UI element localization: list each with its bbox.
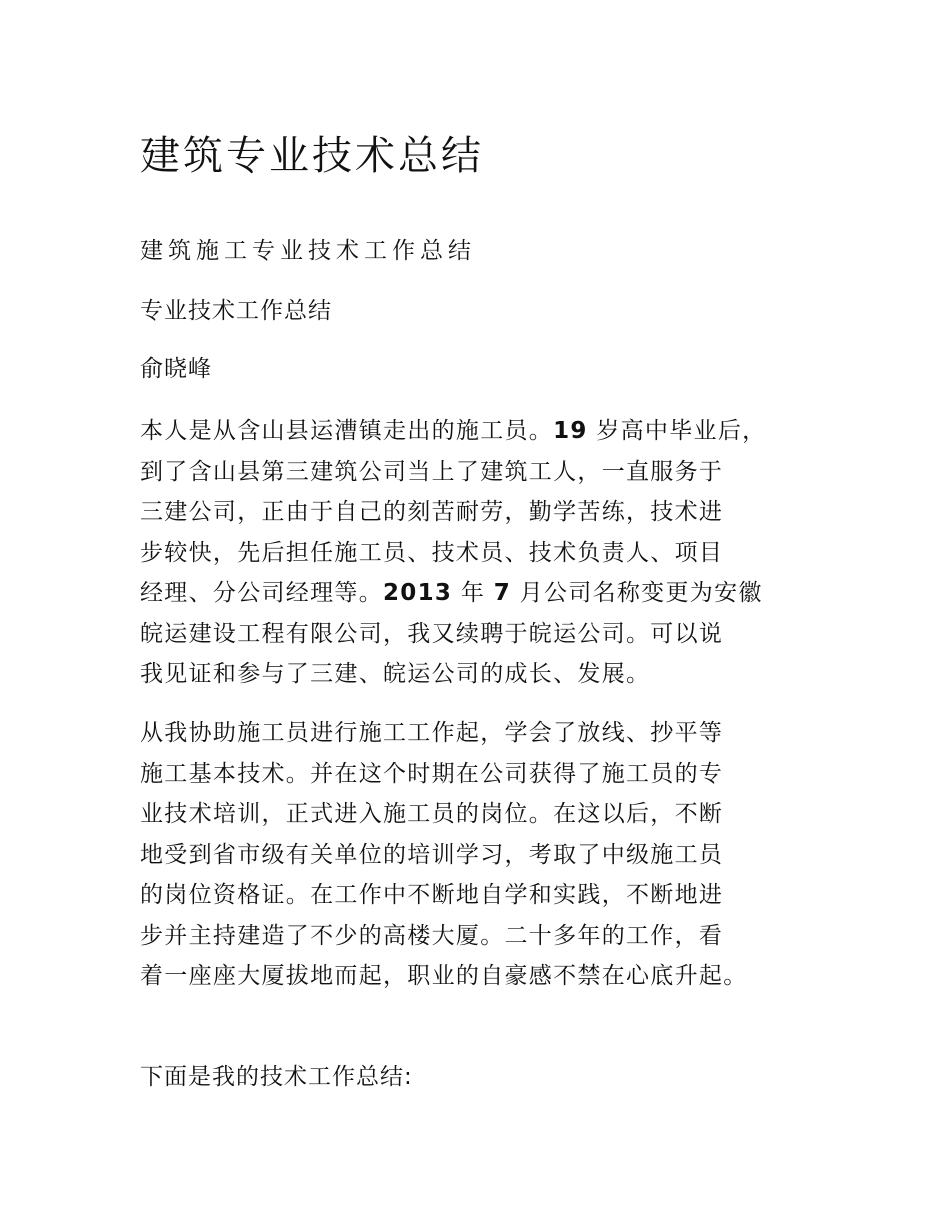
paragraph-line: 皖运建设工程有限公司，我又续聘于皖运公司。可以说 [140, 620, 724, 647]
paragraph-line: 着一座座大厦拔地而起，职业的自豪感不禁在心底升起。 [140, 963, 748, 989]
age-number: 19 [553, 418, 588, 444]
document-subtitle-secondary: 专业技术工作总结 [140, 298, 332, 324]
document-subtitle: 建筑施工专业技术工作总结 [140, 238, 476, 264]
month-number: 7 [493, 580, 512, 606]
author-name: 俞晓峰 [140, 356, 212, 382]
paragraph-line: 施工基本技术。并在这个时期在公司获得了施工员的专 [140, 760, 724, 787]
paragraph-experience [140, 713, 748, 997]
paragraph-line: 步较快，先后担任施工员、技术员、技术负责人、项目 [140, 539, 724, 566]
paragraph-line: 从我协助施工员进行施工工作起，学会了放线、抄平等 [140, 720, 724, 746]
summary-intro: 下面是我的技术工作总结: [140, 1064, 413, 1090]
paragraph-line: 步并主持建造了不少的高楼大厦。二十多年的工作，看 [140, 922, 724, 949]
paragraph-line: 三建公司，正由于自己的刻苦耐劳，勤学苦练，技术进 [140, 499, 724, 525]
paragraph-line: 经理、分公司经理等。2013 年 7 月公司名称变更为安徽 [140, 580, 763, 606]
paragraph-line: 我见证和参与了三建、皖运公司的成长、发展。 [140, 661, 651, 687]
paragraph-line: 地受到省市级有关单位的培训学习，考取了中级施工员 [140, 841, 724, 868]
year-number: 2013 [383, 580, 453, 606]
document-title: 建筑专业技术总结 [140, 133, 484, 179]
paragraph-line: 的岗位资格证。在工作中不断地自学和实践，不断地进 [140, 882, 724, 908]
paragraph-line: 业技术培训，正式进入施工员的岗位。在这以后，不断 [140, 801, 724, 827]
paragraph-introduction [140, 411, 766, 695]
paragraph-line: 本人是从含山县运漕镇走出的施工员。19 岁高中毕业后， [140, 418, 767, 444]
paragraph-line: 到了含山县第三建筑公司当上了建筑工人，一直服务于 [140, 458, 724, 485]
